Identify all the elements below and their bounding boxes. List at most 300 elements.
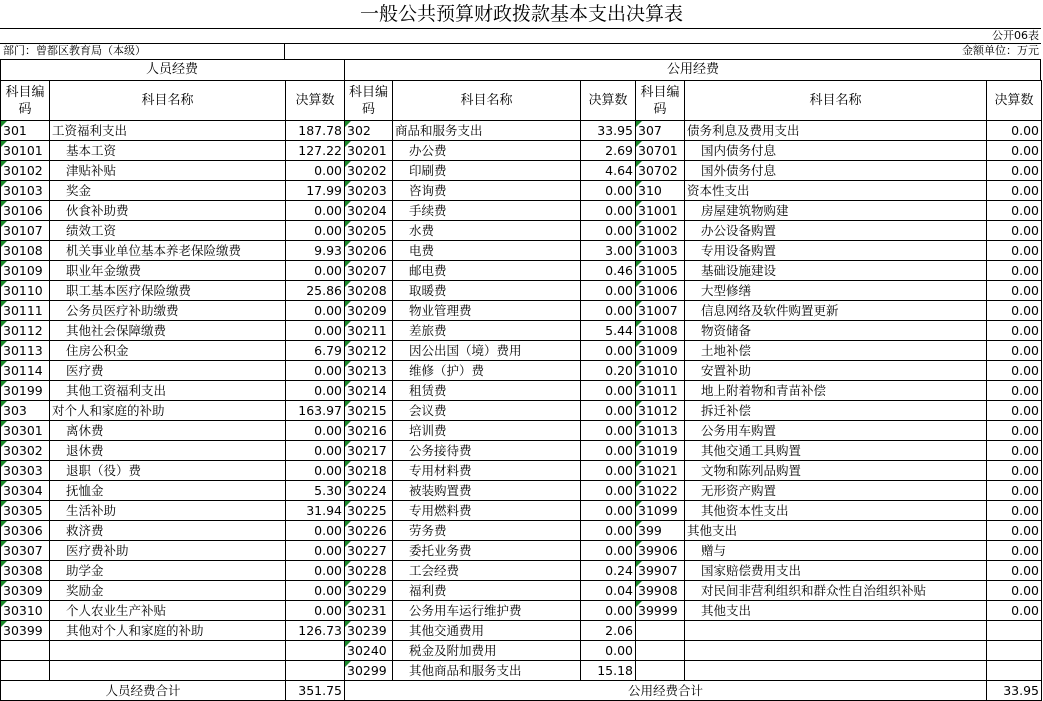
- item-code: 30109: [1, 261, 50, 281]
- item-amount: 0.00: [581, 541, 636, 561]
- item-code: 30202: [345, 161, 393, 181]
- item-amount: 0.00: [987, 301, 1042, 321]
- table-row: [1, 301, 1042, 321]
- table-row: [1, 401, 1042, 421]
- item-code: 30211: [345, 321, 393, 341]
- item-amount: 6.79: [286, 341, 345, 361]
- item-name: 会议费: [393, 401, 581, 421]
- item-amount: 0.00: [286, 461, 345, 481]
- item-code: 31099: [636, 501, 685, 521]
- item-code: 30205: [345, 221, 393, 241]
- table-row: [1, 161, 1042, 181]
- item-amount: [286, 641, 345, 661]
- item-code: 30114: [1, 361, 50, 381]
- item-name: 物资储备: [685, 321, 987, 341]
- item-code: 39906: [636, 541, 685, 561]
- header-amount: 决算数: [987, 81, 1042, 121]
- item-name: 办公费: [393, 141, 581, 161]
- item-name: 对个人和家庭的补助: [50, 401, 286, 421]
- item-amount: 0.00: [286, 581, 345, 601]
- header-amount: 决算数: [581, 81, 636, 121]
- item-amount: 0.00: [286, 201, 345, 221]
- item-name: [685, 641, 987, 661]
- item-name: 其他社会保障缴费: [50, 321, 286, 341]
- table-row: [1, 361, 1042, 381]
- item-amount: 0.00: [987, 221, 1042, 241]
- item-name: 国内债务付息: [685, 141, 987, 161]
- item-code: 30215: [345, 401, 393, 421]
- table-row: [1, 281, 1042, 301]
- item-name: 伙食补助费: [50, 201, 286, 221]
- item-code: 30226: [345, 521, 393, 541]
- table-row: [1, 641, 1042, 661]
- section-personnel: 人员经费: [145, 62, 198, 77]
- divider: [0, 43, 1041, 44]
- item-name: 退职（役）费: [50, 461, 286, 481]
- table-row: [1, 141, 1042, 161]
- header-row: [1, 81, 1042, 121]
- report-title: 一般公共预算财政拨款基本支出决算表: [359, 3, 683, 25]
- item-code: 30309: [1, 581, 50, 601]
- item-code: 30302: [1, 441, 50, 461]
- item-code: 30206: [345, 241, 393, 261]
- item-name: 住房公积金: [50, 341, 286, 361]
- item-code: 30240: [345, 641, 393, 661]
- item-code: 30213: [345, 361, 393, 381]
- item-amount: 0.00: [581, 501, 636, 521]
- table-row: [1, 341, 1042, 361]
- item-code: 30103: [1, 181, 50, 201]
- item-code: 39908: [636, 581, 685, 601]
- item-name: 商品和服务支出: [393, 121, 581, 141]
- item-amount: 33.95: [581, 121, 636, 141]
- item-amount: 0.00: [987, 461, 1042, 481]
- header-code: 科目编码: [636, 81, 685, 121]
- item-amount: 0.04: [581, 581, 636, 601]
- item-name: [685, 621, 987, 641]
- item-name: 地上附着物和青苗补偿: [685, 381, 987, 401]
- item-name: 奖励金: [50, 581, 286, 601]
- table-row: [1, 561, 1042, 581]
- item-amount: 0.00: [581, 301, 636, 321]
- item-name: 公务接待费: [393, 441, 581, 461]
- item-code: 30107: [1, 221, 50, 241]
- table-row: [1, 381, 1042, 401]
- item-name: 对民间非营利组织和群众性自治组织补贴: [685, 581, 987, 601]
- item-amount: 0.00: [581, 201, 636, 221]
- item-code: 31021: [636, 461, 685, 481]
- item-amount: 0.00: [286, 601, 345, 621]
- item-amount: 17.99: [286, 181, 345, 201]
- form-code: 公开06表: [992, 29, 1039, 42]
- table-row: [1, 501, 1042, 521]
- item-amount: 0.00: [286, 321, 345, 341]
- item-amount: 0.00: [987, 121, 1042, 141]
- item-name: 绩效工资: [50, 221, 286, 241]
- item-name: 税金及附加费用: [393, 641, 581, 661]
- item-name: 差旅费: [393, 321, 581, 341]
- item-name: 租赁费: [393, 381, 581, 401]
- header-name: 科目名称: [393, 81, 581, 121]
- item-amount: 0.00: [987, 501, 1042, 521]
- item-code: 31019: [636, 441, 685, 461]
- item-amount: 31.94: [286, 501, 345, 521]
- personnel-total-value: 351.75: [286, 681, 345, 701]
- item-amount: 0.00: [987, 581, 1042, 601]
- item-name: 津贴补贴: [50, 161, 286, 181]
- item-code: 399: [636, 521, 685, 541]
- item-amount: 0.00: [987, 241, 1042, 261]
- item-name: 因公出国（境）费用: [393, 341, 581, 361]
- item-code: 30225: [345, 501, 393, 521]
- divider: [1040, 59, 1041, 80]
- item-code: 31007: [636, 301, 685, 321]
- item-name: 取暖费: [393, 281, 581, 301]
- item-name: [50, 661, 286, 681]
- item-code: 30239: [345, 621, 393, 641]
- item-name: 被装购置费: [393, 481, 581, 501]
- item-code: 30306: [1, 521, 50, 541]
- item-amount: 127.22: [286, 141, 345, 161]
- public-total-label: 公用经费合计: [345, 681, 987, 701]
- item-code: 30106: [1, 201, 50, 221]
- item-name: 其他商品和服务支出: [393, 661, 581, 681]
- divider: [0, 59, 1, 80]
- item-amount: 0.00: [286, 361, 345, 381]
- item-code: 30214: [345, 381, 393, 401]
- item-amount: 0.00: [581, 381, 636, 401]
- item-code: 30399: [1, 621, 50, 641]
- item-amount: 0.00: [987, 141, 1042, 161]
- item-code: 30113: [1, 341, 50, 361]
- table-row: [1, 581, 1042, 601]
- item-code: 31005: [636, 261, 685, 281]
- item-code: [636, 641, 685, 661]
- item-amount: 0.00: [987, 441, 1042, 461]
- item-code: 30111: [1, 301, 50, 321]
- item-amount: 0.00: [286, 221, 345, 241]
- item-name: 基础设施建设: [685, 261, 987, 281]
- item-name: 文物和陈列品购置: [685, 461, 987, 481]
- item-code: 30231: [345, 601, 393, 621]
- item-amount: 0.00: [286, 561, 345, 581]
- header-amount: 决算数: [286, 81, 345, 121]
- item-amount: 0.00: [286, 441, 345, 461]
- item-name: 抚恤金: [50, 481, 286, 501]
- item-name: 赠与: [685, 541, 987, 561]
- item-name: 拆迁补偿: [685, 401, 987, 421]
- item-amount: 126.73: [286, 621, 345, 641]
- item-amount: 0.00: [987, 421, 1042, 441]
- item-name: 培训费: [393, 421, 581, 441]
- item-amount: [987, 621, 1042, 641]
- table-row: [1, 201, 1042, 221]
- item-code: 30216: [345, 421, 393, 441]
- item-name: 其他工资福利支出: [50, 381, 286, 401]
- item-amount: 0.46: [581, 261, 636, 281]
- personnel-total-label: 人员经费合计: [1, 681, 286, 701]
- table-row: [1, 181, 1042, 201]
- item-amount: 3.00: [581, 241, 636, 261]
- header-code: 科目编码: [345, 81, 393, 121]
- item-amount: 0.00: [581, 641, 636, 661]
- unit-label: 金额单位：万元: [962, 44, 1039, 57]
- item-code: 30701: [636, 141, 685, 161]
- item-amount: 0.00: [987, 181, 1042, 201]
- item-name: 国外债务付息: [685, 161, 987, 181]
- item-code: 30204: [345, 201, 393, 221]
- item-amount: 0.20: [581, 361, 636, 381]
- expenditure-table: [0, 80, 1042, 701]
- item-amount: 0.00: [286, 421, 345, 441]
- item-code: 39999: [636, 601, 685, 621]
- item-name: 其他资本性支出: [685, 501, 987, 521]
- item-name: 维修（护）费: [393, 361, 581, 381]
- table-row: [1, 441, 1042, 461]
- item-code: 30207: [345, 261, 393, 281]
- item-name: 公务用车购置: [685, 421, 987, 441]
- item-amount: 187.78: [286, 121, 345, 141]
- item-code: 30112: [1, 321, 50, 341]
- item-amount: 0.00: [581, 521, 636, 541]
- item-name: [685, 661, 987, 681]
- item-code: 39907: [636, 561, 685, 581]
- item-amount: 0.00: [987, 481, 1042, 501]
- item-name: 福利费: [393, 581, 581, 601]
- item-name: 无形资产购置: [685, 481, 987, 501]
- totals-row: [1, 681, 1042, 701]
- item-code: [636, 661, 685, 681]
- item-name: 劳务费: [393, 521, 581, 541]
- item-amount: 0.00: [286, 521, 345, 541]
- item-name: 国家赔偿费用支出: [685, 561, 987, 581]
- item-name: 离休费: [50, 421, 286, 441]
- item-amount: 0.00: [987, 601, 1042, 621]
- public-total-value: 33.95: [987, 681, 1042, 701]
- item-code: 31003: [636, 241, 685, 261]
- item-name: 水费: [393, 221, 581, 241]
- item-code: 30303: [1, 461, 50, 481]
- item-code: 30301: [1, 421, 50, 441]
- item-code: 31001: [636, 201, 685, 221]
- item-code: 30304: [1, 481, 50, 501]
- divider: [284, 43, 285, 59]
- item-code: 30203: [345, 181, 393, 201]
- item-name: 物业管理费: [393, 301, 581, 321]
- item-name: 办公设备购置: [685, 221, 987, 241]
- item-amount: 0.00: [987, 541, 1042, 561]
- item-code: 30110: [1, 281, 50, 301]
- table-row: [1, 221, 1042, 241]
- item-amount: 5.44: [581, 321, 636, 341]
- item-amount: 0.00: [581, 461, 636, 481]
- item-name: 其他支出: [685, 601, 987, 621]
- item-name: 公务员医疗补助缴费: [50, 301, 286, 321]
- item-name: 其他支出: [685, 521, 987, 541]
- item-code: [1, 661, 50, 681]
- item-amount: 0.00: [286, 541, 345, 561]
- header-name: 科目名称: [685, 81, 987, 121]
- department-label: 部门：曾都区教育局（本级）: [3, 44, 146, 57]
- item-amount: 0.00: [987, 341, 1042, 361]
- item-code: 30218: [345, 461, 393, 481]
- item-code: 30227: [345, 541, 393, 561]
- item-name: 救济费: [50, 521, 286, 541]
- item-code: 31009: [636, 341, 685, 361]
- item-name: 安置补助: [685, 361, 987, 381]
- item-code: 30209: [345, 301, 393, 321]
- item-name: 职业年金缴费: [50, 261, 286, 281]
- item-name: 基本工资: [50, 141, 286, 161]
- item-code: 30199: [1, 381, 50, 401]
- item-amount: 0.00: [987, 521, 1042, 541]
- item-code: 31012: [636, 401, 685, 421]
- item-code: 30201: [345, 141, 393, 161]
- table-row: [1, 521, 1042, 541]
- item-amount: 4.64: [581, 161, 636, 181]
- item-amount: 0.00: [987, 561, 1042, 581]
- item-code: 31011: [636, 381, 685, 401]
- item-code: 30305: [1, 501, 50, 521]
- item-amount: 0.00: [581, 341, 636, 361]
- item-amount: [987, 661, 1042, 681]
- item-amount: 0.00: [987, 321, 1042, 341]
- item-name: [50, 641, 286, 661]
- item-amount: 0.00: [581, 221, 636, 241]
- item-amount: 0.00: [581, 421, 636, 441]
- table-row: [1, 321, 1042, 341]
- item-code: 31010: [636, 361, 685, 381]
- table-row: [1, 241, 1042, 261]
- item-amount: 0.00: [987, 281, 1042, 301]
- item-amount: 0.00: [987, 381, 1042, 401]
- item-amount: 0.00: [581, 441, 636, 461]
- item-name: 大型修缮: [685, 281, 987, 301]
- item-amount: 0.00: [581, 281, 636, 301]
- table-row: [1, 601, 1042, 621]
- divider: [0, 28, 1041, 29]
- item-code: 307: [636, 121, 685, 141]
- item-amount: 25.86: [286, 281, 345, 301]
- item-name: 资本性支出: [685, 181, 987, 201]
- item-code: [636, 621, 685, 641]
- item-amount: 0.00: [286, 261, 345, 281]
- item-name: 机关事业单位基本养老保险缴费: [50, 241, 286, 261]
- item-name: 土地补偿: [685, 341, 987, 361]
- item-code: 30702: [636, 161, 685, 181]
- item-amount: [987, 641, 1042, 661]
- item-code: 30228: [345, 561, 393, 581]
- item-name: 电费: [393, 241, 581, 261]
- item-name: 其他对个人和家庭的补助: [50, 621, 286, 641]
- item-code: 31002: [636, 221, 685, 241]
- item-code: 30108: [1, 241, 50, 261]
- header-code: 科目编码: [1, 81, 50, 121]
- item-code: 30299: [345, 661, 393, 681]
- item-amount: [286, 661, 345, 681]
- item-name: 医疗费: [50, 361, 286, 381]
- table-row: [1, 421, 1042, 441]
- table-row: [1, 541, 1042, 561]
- item-amount: 15.18: [581, 661, 636, 681]
- item-amount: 0.24: [581, 561, 636, 581]
- item-amount: 5.30: [286, 481, 345, 501]
- item-amount: 163.97: [286, 401, 345, 421]
- item-amount: 0.00: [581, 181, 636, 201]
- item-code: 30307: [1, 541, 50, 561]
- item-amount: 0.00: [581, 481, 636, 501]
- item-name: 信息网络及软件购置更新: [685, 301, 987, 321]
- item-name: 奖金: [50, 181, 286, 201]
- item-name: 专用燃料费: [393, 501, 581, 521]
- item-amount: 0.00: [286, 381, 345, 401]
- item-amount: 9.93: [286, 241, 345, 261]
- item-code: 30101: [1, 141, 50, 161]
- item-code: 302: [345, 121, 393, 141]
- item-amount: 0.00: [286, 161, 345, 181]
- item-name: 医疗费补助: [50, 541, 286, 561]
- table-row: [1, 121, 1042, 141]
- item-name: 助学金: [50, 561, 286, 581]
- item-code: 30102: [1, 161, 50, 181]
- item-name: 专用设备购置: [685, 241, 987, 261]
- item-name: 公务用车运行维护费: [393, 601, 581, 621]
- item-code: 30229: [345, 581, 393, 601]
- item-code: 310: [636, 181, 685, 201]
- item-name: 职工基本医疗保险缴费: [50, 281, 286, 301]
- item-code: 31008: [636, 321, 685, 341]
- table-row: [1, 481, 1042, 501]
- item-code: 30308: [1, 561, 50, 581]
- item-name: 印刷费: [393, 161, 581, 181]
- item-name: 咨询费: [393, 181, 581, 201]
- item-amount: 0.00: [286, 301, 345, 321]
- item-name: 房屋建筑物购建: [685, 201, 987, 221]
- item-code: 31013: [636, 421, 685, 441]
- header-name: 科目名称: [50, 81, 286, 121]
- item-amount: 2.69: [581, 141, 636, 161]
- item-name: 个人农业生产补贴: [50, 601, 286, 621]
- item-name: 工会经费: [393, 561, 581, 581]
- table-row: [1, 461, 1042, 481]
- item-code: 301: [1, 121, 50, 141]
- table-row: [1, 621, 1042, 641]
- item-amount: 0.00: [987, 361, 1042, 381]
- item-name: 邮电费: [393, 261, 581, 281]
- table-row: [1, 261, 1042, 281]
- item-amount: 0.00: [987, 161, 1042, 181]
- item-code: 30208: [345, 281, 393, 301]
- item-amount: 2.06: [581, 621, 636, 641]
- section-public: 公用经费: [666, 62, 719, 77]
- item-name: 工资福利支出: [50, 121, 286, 141]
- item-code: 30224: [345, 481, 393, 501]
- item-name: 其他交通费用: [393, 621, 581, 641]
- table-row: [1, 661, 1042, 681]
- item-code: 31006: [636, 281, 685, 301]
- item-amount: 0.00: [581, 601, 636, 621]
- item-amount: 0.00: [581, 401, 636, 421]
- item-code: [1, 641, 50, 661]
- item-name: 退休费: [50, 441, 286, 461]
- item-code: 30212: [345, 341, 393, 361]
- item-code: 30217: [345, 441, 393, 461]
- item-name: 债务利息及费用支出: [685, 121, 987, 141]
- item-name: 专用材料费: [393, 461, 581, 481]
- item-name: 生活补助: [50, 501, 286, 521]
- item-amount: 0.00: [987, 201, 1042, 221]
- item-name: 手续费: [393, 201, 581, 221]
